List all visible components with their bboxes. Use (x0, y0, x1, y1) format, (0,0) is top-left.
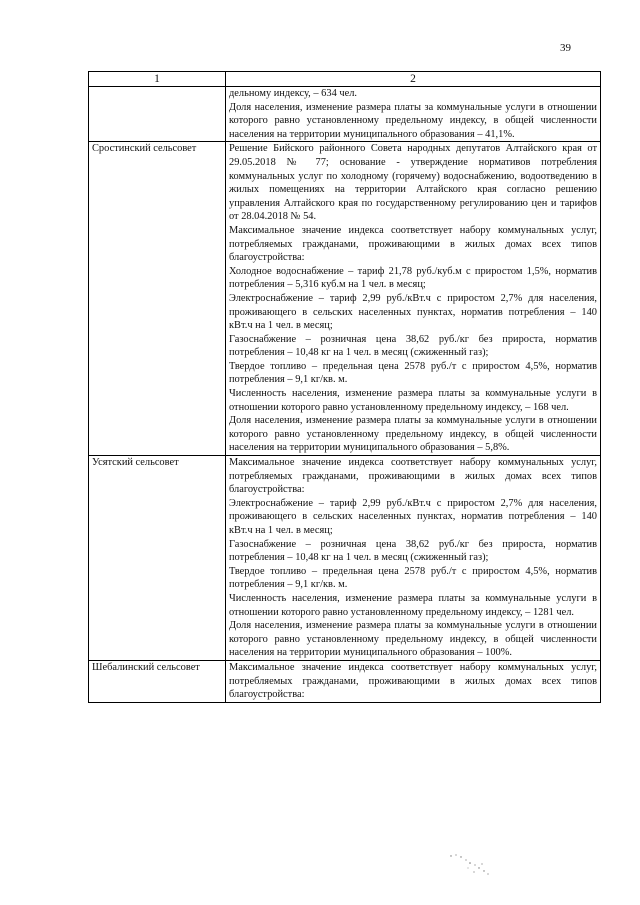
paragraph: Доля населения, изменение размера платы за коммунальные услуги в отношении которого равно установленному предельному индексу, в общей численности населения на территории муниципального образования – 41,1%. (229, 101, 597, 140)
content-cell (226, 660, 601, 702)
paragraph: дельному индексу, – 634 чел. (229, 88, 357, 99)
paragraph: Численность населения, изменение размера платы за коммунальные услуги в отношении которого равно установленному предельному индексу, – 168 чел. (229, 388, 597, 413)
paragraph: Твердое топливо – предельная цена 2578 руб./т с приростом 4,5%, норматив потребления – 9,1 кг/кв. м. (229, 565, 597, 591)
column-header-1: 1 (89, 72, 226, 87)
paragraph: Максимальное значение индекса соответствует набору коммунальных услуг, потребляемых гражданами, проживающими в жилых домах всех типов благоустройства: (229, 661, 597, 701)
paragraph: Доля населения, изменение размера платы за коммунальные услуги в отношении которого равно установленному предельному индексу, в общей численности населения на территории муниципального образования – 5,8%. (229, 415, 597, 454)
services-table (88, 71, 601, 703)
district-cell: Сростинский сельсовет (89, 142, 226, 456)
paragraph: Максимальное значение индекса соответствует набору коммунальных услуг, потребляемых гражданами, проживающими в жилых домах всех типов благоустройства: (229, 224, 597, 264)
content-cell (226, 456, 601, 661)
paragraph: Электроснабжение – тариф 2,99 руб./кВт.ч с приростом 2,7% для населения, проживающего в сельских населенных пунктах, норматив потребления – 140 кВт.ч на 1 чел. в месяц; (229, 497, 597, 536)
paragraph: Доля населения, изменение размера платы за коммунальные услуги в отношении которого равно установленному предельному индексу, в общей численности населения на территории муниципального образования – 100%. (229, 620, 597, 659)
paragraph: Численность населения, изменение размера платы за коммунальные услуги в отношении которого равно установленному предельному индексу, – 1281 чел. (229, 592, 597, 618)
table-row-continuation (89, 87, 601, 142)
column-header-2: 2 (226, 72, 601, 87)
district-cell (89, 87, 226, 142)
paragraph: Электроснабжение – тариф 2,99 руб./кВт.ч с приростом 2,7% для населения, проживающего в сельских населенных пунктах, норматив потребления – 140 кВт.ч на 1 чел. в месяц; (229, 292, 597, 332)
content-cell (226, 87, 601, 142)
ink-marks (448, 852, 496, 880)
paragraph: Газоснабжение – розничная цена 38,62 руб./кг без прироста, норматив потребления – 10,48 кг на 1 чел. в месяц (сжиженный газ); (229, 333, 597, 359)
content-cell (226, 142, 601, 456)
paragraph: Решение Бийского районного Совета народных депутатов Алтайского края от 29.05.2018 № 77; основание - утверждение нормативов потребления коммунальных услуг по холодному (горячему) водоснабжению, водоотведению в жилых помещениях на территории Алтайского края согласно решению управления Алтайского края по государственному регулированию цен и тарифов от 28.04.2018 № 54. (229, 143, 597, 223)
table-row-shebalinsky (89, 660, 601, 702)
district-cell: Шебалинский сельсовет (89, 660, 226, 702)
table-header-row (89, 72, 601, 87)
table-row-usyatsky (89, 456, 601, 661)
paragraph: Газоснабжение – розничная цена 38,62 руб./кг без прироста, норматив потребления – 10,48 кг на 1 чел. в месяц (сжиженный газ); (229, 538, 597, 564)
page-number: 39 (560, 42, 571, 54)
paragraph: Холодное водоснабжение – тариф 21,78 руб./куб.м с приростом 1,5%, норматив потребления – 5,316 куб.м на 1 чел. в месяц; (229, 265, 597, 291)
table-row-srostinsky (89, 142, 601, 456)
paragraph: Максимальное значение индекса соответствует набору коммунальных услуг, потребляемых гражданами, проживающими в жилых домах всех типов благоустройства: (229, 457, 597, 496)
paragraph: Твердое топливо – предельная цена 2578 руб./т с приростом 4,5%, норматив потребления – 9,1 кг/кв. м. (229, 360, 597, 386)
district-cell: Усятский сельсовет (89, 456, 226, 661)
